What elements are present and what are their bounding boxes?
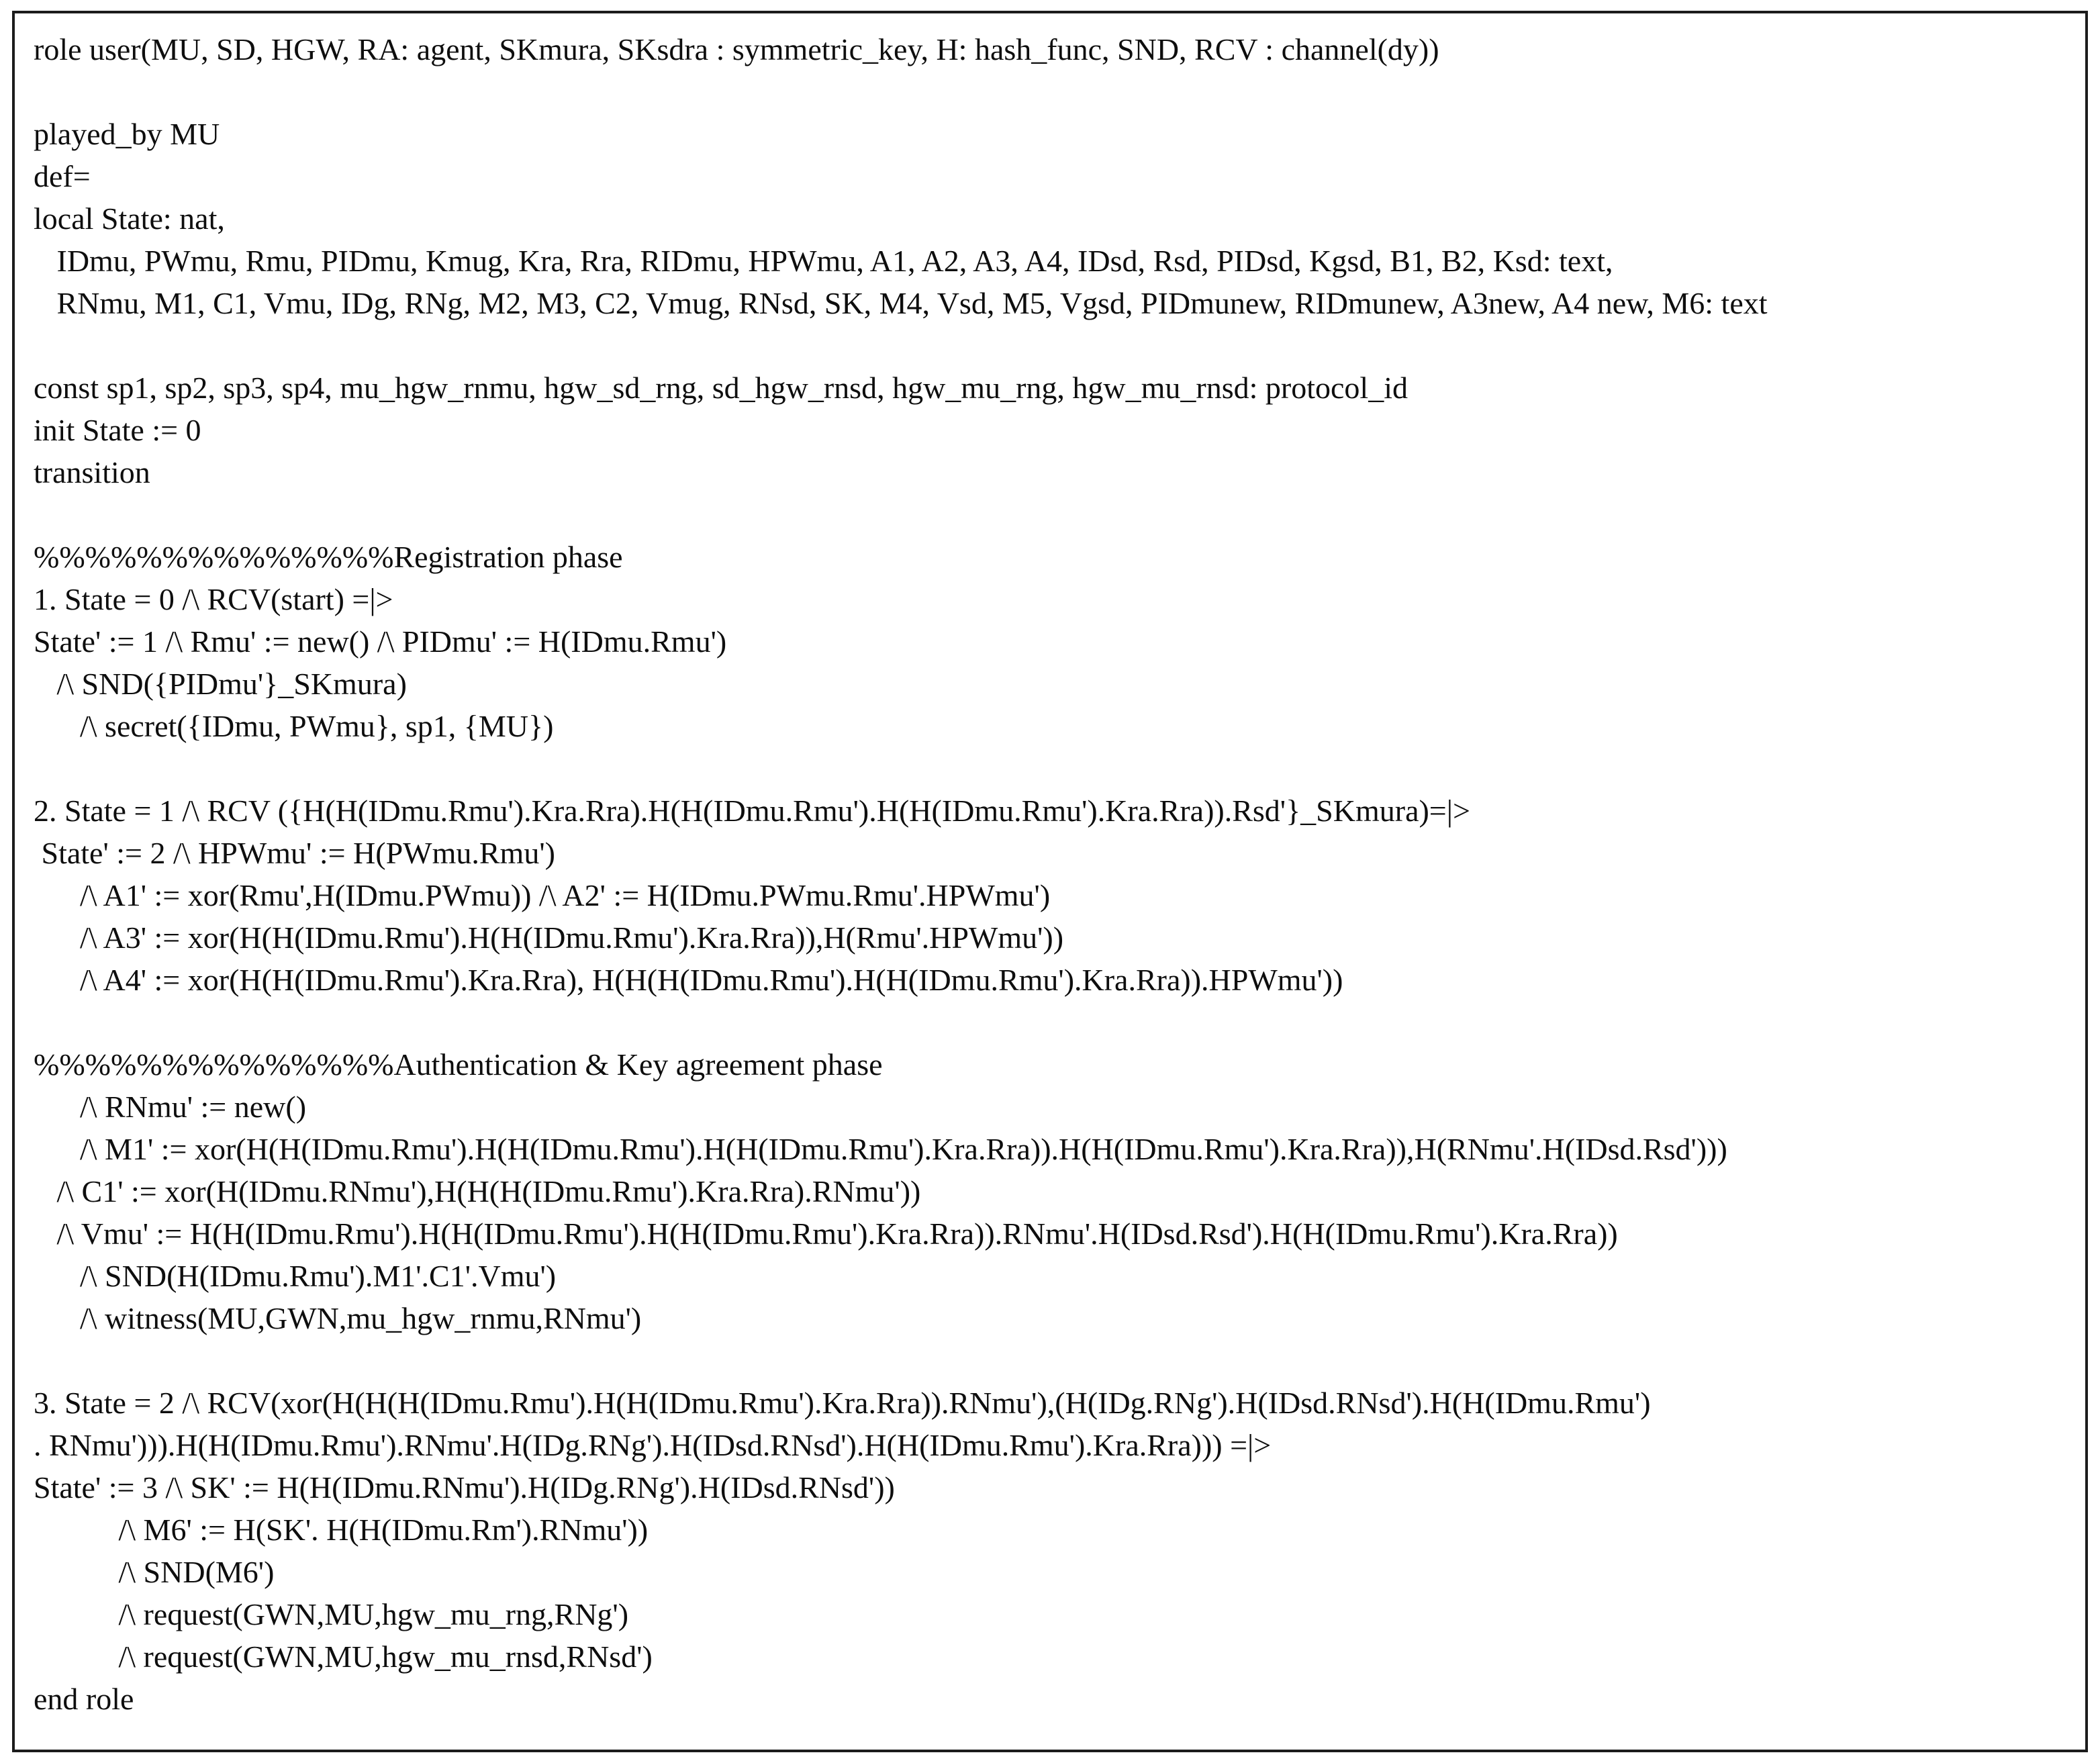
code-line: /\ SND(M6') (34, 1555, 275, 1589)
code-line: /\ A4' := xor(H(H(IDmu.Rmu').Kra.Rra), H(H(H(IDmu.Rmu').H(H(IDmu.Rmu').Kra.Rra)).HPWmu')) (34, 963, 1343, 997)
code-line (34, 324, 2066, 367)
code-line: /\ RNmu' := new() (34, 1090, 307, 1124)
code-line: /\ SND(H(IDmu.Rmu').M1'.C1'.Vmu') (34, 1259, 557, 1293)
code-line: /\ secret({IDmu, PWmu}, sp1, {MU}) (34, 709, 554, 743)
code-line: transition (34, 455, 150, 489)
code-line: 3. State = 2 /\ RCV(xor(H(H(H(IDmu.Rmu').H(H(IDmu.Rmu').Kra.Rra)).RNmu'),(H(IDg.RNg').H(IDsd.RNsd').H(H(IDmu.Rmu') (34, 1386, 1651, 1420)
code-line: 2. State = 1 /\ RCV ({H(H(IDmu.Rmu').Kra.Rra).H(H(IDmu.Rmu').H(H(IDmu.Rmu').Kra.Rra)).Rsd'}_SKmura)=|> (34, 794, 1470, 828)
code-line: /\ SND({PIDmu'}_SKmura) (34, 667, 407, 701)
code-line: /\ A1' := xor(Rmu',H(IDmu.PWmu)) /\ A2' := H(IDmu.PWmu.Rmu'.HPWmu') (34, 878, 1051, 912)
code-line: played_by MU (34, 117, 220, 151)
code-line: init State := 0 (34, 413, 201, 447)
code-line: /\ M6' := H(SK'. H(H(IDmu.Rm').RNmu')) (34, 1513, 649, 1547)
code-line: State' := 2 /\ HPWmu' := H(PWmu.Rmu') (34, 836, 555, 870)
code-line: const sp1, sp2, sp3, sp4, mu_hgw_rnmu, hgw_sd_rng, sd_hgw_rnsd, hgw_mu_rng, hgw_mu_rnsd: protocol_id (34, 371, 1408, 405)
code-line: IDmu, PWmu, Rmu, PIDmu, Kmug, Kra, Rra, RIDmu, HPWmu, A1, A2, A3, A4, IDsd, Rsd, PIDsd, Kgsd, B1, B2, Ksd: text, (34, 244, 1613, 278)
code-line: /\ request(GWN,MU,hgw_mu_rnsd,RNsd') (34, 1639, 653, 1674)
code-line (34, 1001, 2066, 1043)
code-line: State' := 3 /\ SK' := H(H(IDmu.RNmu').H(IDg.RNg').H(IDsd.RNsd')) (34, 1470, 895, 1505)
code-line: /\ request(GWN,MU,hgw_mu_rng,RNg') (34, 1597, 629, 1631)
code-line: RNmu, M1, C1, Vmu, IDg, RNg, M2, M3, C2, Vmug, RNsd, SK, M4, Vsd, M5, Vgsd, PIDmunew, RIDmunew, A3new, A4 new, M6: text (34, 286, 1768, 320)
code-line: 1. State = 0 /\ RCV(start) =|> (34, 582, 393, 616)
code-line: /\ M1' := xor(H(H(IDmu.Rmu').H(H(IDmu.Rmu').H(H(IDmu.Rmu').Kra.Rra)).H(H(IDmu.Rmu').Kra.Rra)),H(RNmu'.H(IDsd.Rsd'))) (34, 1132, 1727, 1166)
code-line (34, 70, 2066, 113)
code-line: /\ Vmu' := H(H(IDmu.Rmu').H(H(IDmu.Rmu').H(H(IDmu.Rmu').Kra.Rra)).RNmu'.H(IDsd.Rsd').H(H(IDmu.Rmu').Kra.Rra)) (34, 1217, 1618, 1251)
code-line: role user(MU, SD, HGW, RA: agent, SKmura, SKsdra : symmetric_key, H: hash_func, SND, RCV : channel(dy)) (34, 32, 1439, 66)
code-line: /\ A3' := xor(H(H(IDmu.Rmu').H(H(IDmu.Rmu').Kra.Rra)),H(Rmu'.HPWmu')) (34, 920, 1064, 955)
code-line: . RNmu'))).H(H(IDmu.Rmu').RNmu'.H(IDg.RNg').H(IDsd.RNsd').H(H(IDmu.Rmu').Kra.Rra))) =|> (34, 1428, 1272, 1462)
code-line: State' := 1 /\ Rmu' := new() /\ PIDmu' := H(IDmu.Rmu') (34, 624, 727, 659)
code-line: local State: nat, (34, 201, 225, 236)
hlpsl-role-listing-box (12, 11, 2088, 1752)
code-line-registration-phase-header: %%%%%%%%%%%%%%Registration phase (34, 540, 623, 574)
code-line (34, 493, 2066, 536)
code-line: /\ C1' := xor(H(IDmu.RNmu'),H(H(H(IDmu.Rmu').Kra.Rra).RNmu')) (34, 1174, 921, 1208)
code-line: /\ witness(MU,GWN,mu_hgw_rnmu,RNmu') (34, 1301, 642, 1335)
code-line-auth-phase-header: %%%%%%%%%%%%%%Authentication & Key agreement phase (34, 1047, 883, 1082)
code-line (34, 1339, 2066, 1382)
code-line-end-role: end role (34, 1682, 134, 1716)
code-line: def= (34, 159, 91, 193)
code-line (34, 747, 2066, 790)
